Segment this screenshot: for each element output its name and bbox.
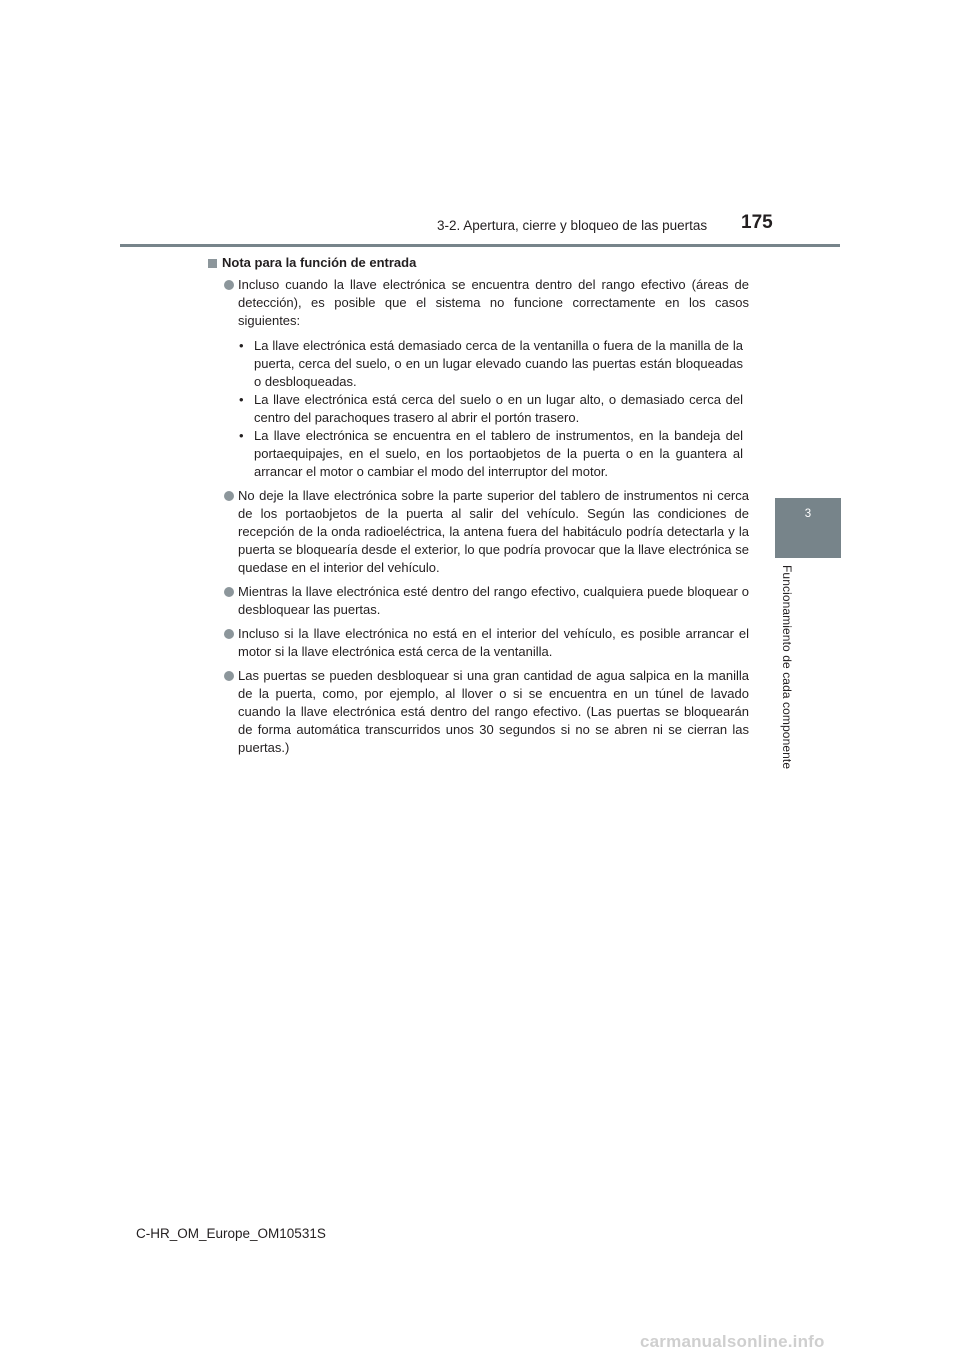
- sub-list-item: [238, 391, 743, 427]
- sub-bullet-icon: •: [239, 428, 244, 443]
- note-bullet: [208, 625, 749, 661]
- note-text: Incluso cuando la llave electrónica se encuentra dentro del rango efectivo (áreas de detección), es posible que el sistema no funcione correctamente en los casos siguientes:: [238, 277, 749, 328]
- sub-list-item: [238, 427, 743, 481]
- sub-bullet-icon: •: [239, 392, 244, 407]
- watermark: carmanualsonline.info: [640, 1332, 825, 1351]
- sub-list-item-text: La llave electrónica se encuentra en el tablero de instrumentos, en la bandeja del portaequipajes, en el suelo, en los portaobjetos de la puerta o en la guantera al arrancar el motor o cambiar el modo del interruptor del motor.: [254, 428, 743, 479]
- note-text: Mientras la llave electrónica esté dentro del rango efectivo, cualquiera puede bloquear o desbloquear las puertas.: [238, 584, 749, 617]
- header-rule: [120, 244, 840, 247]
- round-bullet-icon: [224, 629, 234, 639]
- note-text: No deje la llave electrónica sobre la parte superior del tablero de instrumentos ni cerca de los portaobjetos de la puerta al salir del vehículo. Según las condiciones de recepción de la onda radioeléctrica, la antena fuera del habitáculo podría detectarla y la puerta se bloquearía desde el exterior, lo que podría provocar que la llave electrónica se quedase en el interior del vehículo.: [238, 488, 749, 575]
- sub-list-item: [238, 337, 743, 391]
- note-text: Las puertas se pueden desbloquear si una gran cantidad de agua salpica en la manilla de la puerta, como, por ejemplo, al llover o si se encuentra en un túnel de lavado cuando la llave electrónica está dentro del rango efectivo. (Las puertas se bloquearán de forma automática transcurridos unos 30 segundos si no se abren ni se cierran las puertas.): [238, 668, 749, 755]
- square-bullet-icon: [208, 259, 217, 268]
- page-number: 175: [741, 212, 773, 233]
- note-text: Incluso si la llave electrónica no está en el interior del vehículo, es posible arrancar el motor si la llave electrónica está cerca de la ventanilla.: [238, 626, 749, 659]
- sub-list: [238, 337, 749, 481]
- round-bullet-icon: [224, 491, 234, 501]
- sub-bullet-icon: •: [239, 338, 244, 353]
- round-bullet-icon: [224, 587, 234, 597]
- note-bullet: [208, 487, 749, 577]
- chapter-label: Funcionamiento de cada componente: [780, 565, 794, 770]
- sub-list-item-text: La llave electrónica está demasiado cerca de la ventanilla o fuera de la manilla de la puerta, cerca del suelo, o en un lugar elevado cuando las puertas están bloqueadas o desbloqueadas.: [254, 338, 743, 389]
- chapter-number: 3: [804, 508, 812, 520]
- chapter-label-wrap: [780, 565, 804, 790]
- sub-list-item-text: La llave electrónica está cerca del suelo o en un lugar alto, o demasiado cerca del centro del parachoques trasero al abrir el portón trasero.: [254, 392, 743, 425]
- footer-document-code: C-HR_OM_Europe_OM10531S: [136, 1226, 326, 1241]
- round-bullet-icon: [224, 671, 234, 681]
- header-section-title: 3-2. Apertura, cierre y bloqueo de las puertas: [437, 218, 708, 233]
- note-bullet: [208, 276, 749, 481]
- section-heading-text: Nota para la función de entrada: [222, 255, 417, 270]
- note-bullet: [208, 583, 749, 619]
- chapter-tab: [775, 498, 841, 558]
- note-bullet: [208, 667, 749, 757]
- section-heading: [208, 254, 749, 272]
- round-bullet-icon: [224, 280, 234, 290]
- main-content: [208, 254, 749, 763]
